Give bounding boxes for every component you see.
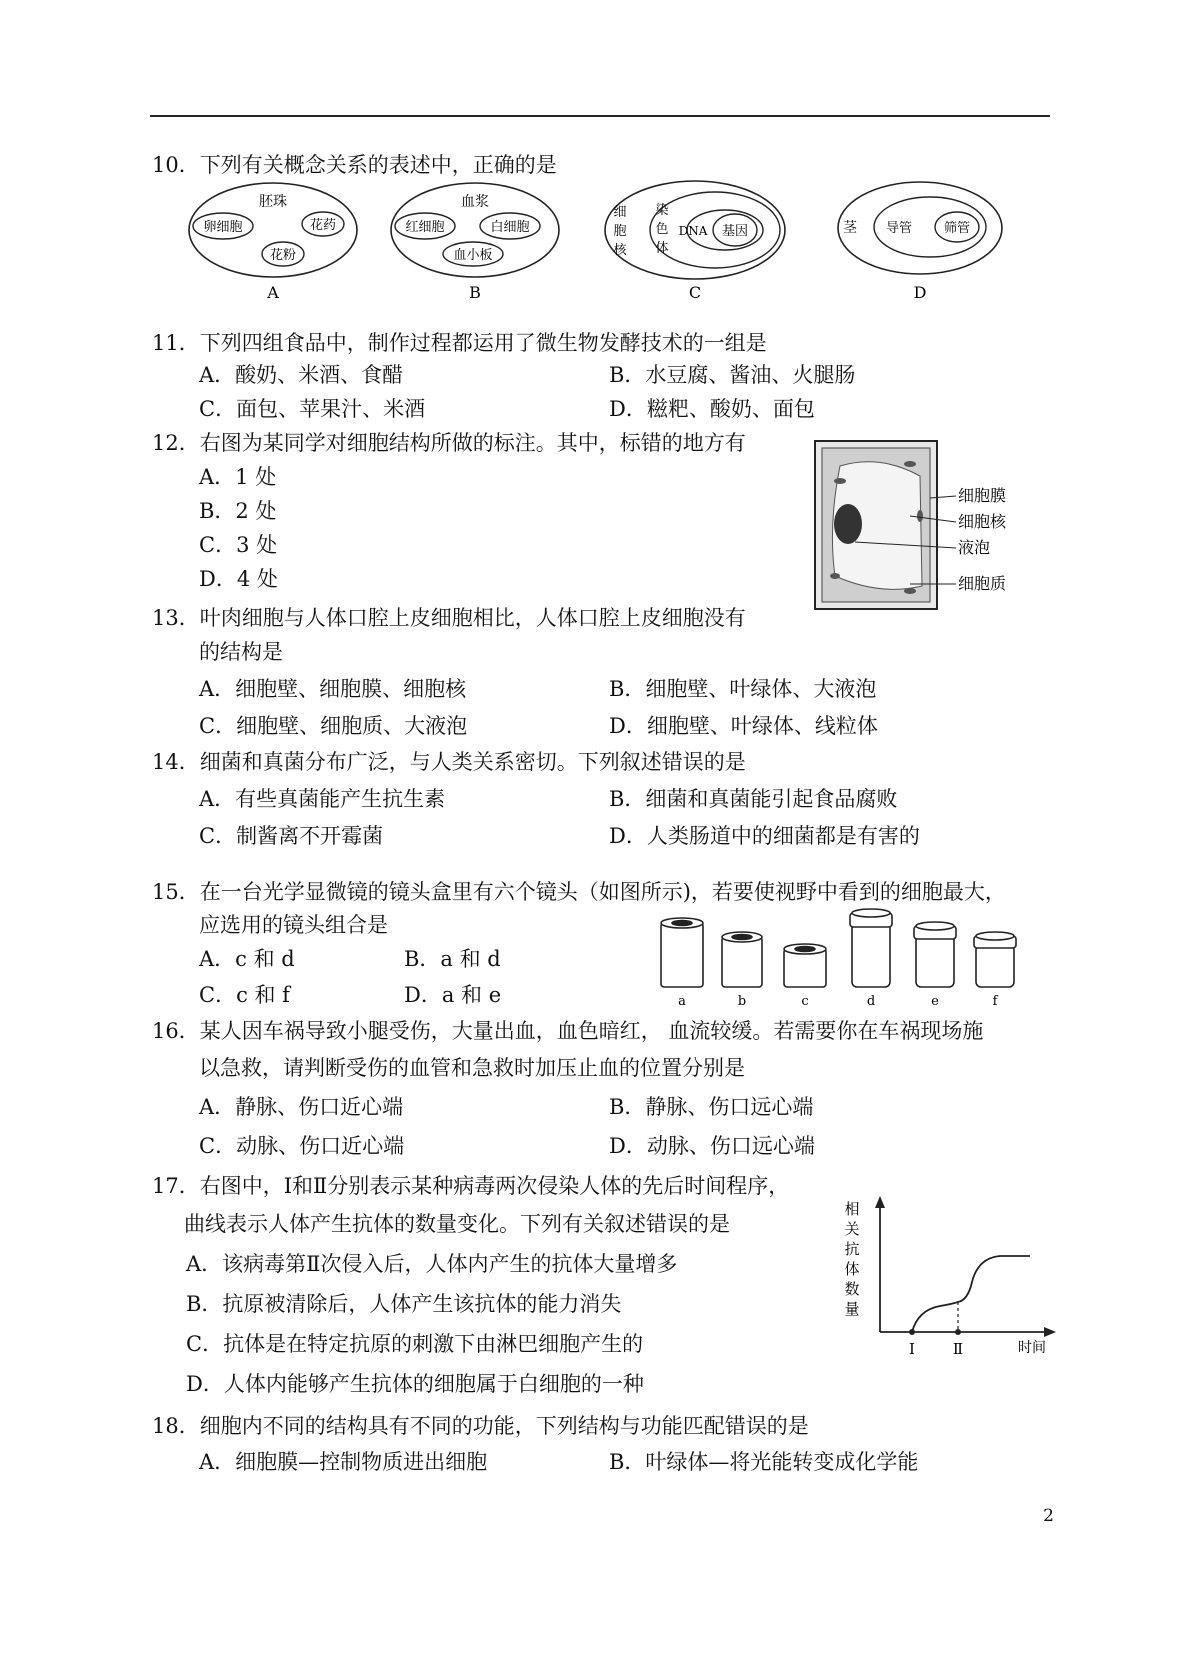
svg-text:红细胞: 红细胞 (405, 220, 445, 235)
page-number: 2 (1043, 1506, 1054, 1526)
svg-text:量: 量 (844, 1300, 860, 1318)
svg-text:C: C (688, 283, 702, 302)
svg-text:细: 细 (613, 205, 627, 220)
svg-text:c: c (801, 994, 809, 1009)
svg-text:体: 体 (844, 1260, 860, 1278)
q13-option-d[interactable]: D．细胞壁、叶绿体、线粒体 (609, 714, 878, 738)
antibody-graph (840, 1192, 1060, 1362)
svg-text:色: 色 (655, 222, 669, 237)
q18-option-a[interactable]: A．细胞膜—控制物质进出细胞 (199, 1450, 488, 1474)
svg-text:Ⅱ: Ⅱ (952, 1340, 964, 1358)
q17-stem-1: 17．右图中，Ⅰ和Ⅱ分别表示某种病毒两次侵染人体的先后时间程序， (152, 1174, 790, 1198)
q16-option-a[interactable]: A．静脉、伤口近心端 (199, 1095, 404, 1119)
q15-option-d[interactable]: D．a 和 e (404, 983, 502, 1007)
svg-text:a: a (678, 994, 686, 1009)
q11-option-a[interactable]: A．酸奶、米酒、食醋 (199, 363, 404, 387)
svg-text:体: 体 (655, 241, 669, 256)
svg-text:细胞膜: 细胞膜 (958, 486, 1007, 505)
svg-text:f: f (992, 994, 998, 1009)
q17-option-d[interactable]: D．人体内能够产生抗体的细胞属于白细胞的一种 (186, 1372, 644, 1396)
svg-text:花粉: 花粉 (269, 248, 297, 263)
q11-option-d[interactable]: D．糍粑、酸奶、面包 (609, 397, 815, 421)
svg-text:白细胞: 白细胞 (490, 220, 530, 235)
q16-option-d[interactable]: D．动脉、伤口远心端 (609, 1134, 815, 1158)
svg-text:血浆: 血浆 (461, 194, 489, 210)
svg-text:茎: 茎 (843, 220, 857, 236)
q10-diagram-a (189, 183, 357, 302)
q12-option-c[interactable]: C．3 处 (199, 533, 278, 557)
q12-option-a[interactable]: A．1 处 (199, 465, 277, 489)
q14-option-a[interactable]: A．有些真菌能产生抗生素 (199, 787, 446, 811)
svg-text:d: d (866, 994, 876, 1009)
q16-option-c[interactable]: C．动脉、伤口近心端 (199, 1134, 405, 1158)
svg-text:核: 核 (613, 243, 627, 258)
svg-text:数: 数 (844, 1280, 860, 1298)
svg-text:Ⅰ: Ⅰ (909, 1340, 915, 1358)
q12-option-b[interactable]: B．2 处 (199, 499, 277, 523)
q10-diagrams (185, 180, 1015, 305)
svg-text:胞: 胞 (613, 224, 627, 239)
svg-text:B: B (469, 283, 481, 302)
svg-text:A: A (267, 283, 279, 302)
q13-option-b[interactable]: B．细胞壁、叶绿体、大液泡 (609, 677, 877, 701)
svg-text:胚珠: 胚珠 (259, 194, 287, 210)
q10-stem: 10．下列有关概念关系的表述中，正确的是 (152, 153, 557, 177)
q17-option-b[interactable]: B．抗原被清除后，人体产生该抗体的能力消失 (186, 1292, 622, 1316)
q13-option-c[interactable]: C．细胞壁、细胞质、大液泡 (199, 714, 468, 738)
svg-text:染: 染 (655, 203, 669, 218)
q14-option-b[interactable]: B．细菌和真菌能引起食品腐败 (609, 787, 898, 811)
q13-stem-2: 的结构是 (199, 640, 283, 664)
q12-option-d[interactable]: D．4 处 (199, 567, 278, 591)
svg-text:花药: 花药 (309, 218, 337, 233)
q16-option-b[interactable]: B．静脉、伤口远心端 (609, 1095, 814, 1119)
q11-option-b[interactable]: B．水豆腐、酱油、火腿肠 (609, 363, 856, 387)
q15-option-c[interactable]: C．c 和 f (199, 983, 290, 1007)
q18-stem: 18．细胞内不同的结构具有不同的功能，下列结构与功能匹配错误的是 (152, 1414, 809, 1438)
svg-text:基因: 基因 (721, 224, 749, 239)
q15-option-b[interactable]: B．a 和 d (404, 947, 501, 971)
q11-stem: 11．下列四组食品中，制作过程都运用了微生物发酵技术的一组是 (152, 331, 767, 355)
q13-stem-1: 13．叶肉细胞与人体口腔上皮细胞相比，人体口腔上皮细胞没有 (152, 606, 746, 630)
svg-text:导管: 导管 (885, 221, 913, 236)
q14-stem: 14．细菌和真菌分布广泛，与人类关系密切。下列叙述错误的是 (152, 750, 746, 774)
q15-stem-2: 应选用的镜头组合是 (199, 913, 388, 937)
svg-text:DNA: DNA (678, 224, 708, 238)
svg-text:抗: 抗 (844, 1240, 860, 1258)
q15-stem-1: 15．在一台光学显微镜的镜头盒里有六个镜头（如图所示)，若要使视野中看到的细胞最大， (152, 880, 1006, 904)
svg-text:血小板: 血小板 (453, 248, 493, 263)
svg-text:细胞核: 细胞核 (958, 512, 1007, 531)
svg-text:液泡: 液泡 (958, 538, 991, 557)
q18-option-b[interactable]: B．叶绿体—将光能转变成化学能 (609, 1450, 919, 1474)
q14-option-d[interactable]: D．人类肠道中的细菌都是有害的 (609, 824, 920, 848)
header-rule (150, 115, 1050, 117)
q16-stem-1: 16．某人因车祸导致小腿受伤，大量出血，血色暗红， 血流较缓。若需要你在车祸现场施 (152, 1019, 984, 1043)
svg-text:相: 相 (844, 1200, 860, 1218)
svg-text:D: D (913, 283, 927, 302)
svg-text:b: b (737, 994, 747, 1009)
q16-stem-2: 以急救，请判断受伤的血管和急救时加压止血的位置分别是 (199, 1056, 745, 1080)
svg-text:筛管: 筛管 (943, 221, 971, 236)
svg-text:关: 关 (844, 1220, 860, 1238)
q17-stem-2: 曲线表示人体产生抗体的数量变化。下列有关叙述错误的是 (184, 1212, 730, 1236)
q17-option-c[interactable]: C．抗体是在特定抗原的刺激下由淋巴细胞产生的 (186, 1332, 644, 1356)
plant-cell-figure (810, 436, 1035, 616)
q14-option-c[interactable]: C．制酱离不开霉菌 (199, 824, 384, 848)
svg-text:卵细胞: 卵细胞 (203, 220, 243, 235)
q15-option-a[interactable]: A．c 和 d (199, 947, 295, 971)
svg-text:e: e (931, 994, 939, 1009)
q13-option-a[interactable]: A．细胞壁、细胞膜、细胞核 (199, 677, 467, 701)
q10-diagram-b (391, 183, 559, 302)
svg-text:细胞质: 细胞质 (958, 574, 1007, 593)
svg-text:时间: 时间 (1018, 1340, 1046, 1356)
q17-option-a[interactable]: A．该病毒第Ⅱ次侵入后，人体内产生的抗体大量增多 (186, 1252, 678, 1276)
q10-diagram-c (605, 181, 785, 302)
lens-figure (655, 905, 1055, 1010)
q10-diagram-d (838, 182, 1002, 302)
q12-stem: 12．右图为某同学对细胞结构所做的标注。其中，标错的地方有 (152, 431, 746, 455)
q11-option-c[interactable]: C．面包、苹果汁、米酒 (199, 397, 426, 421)
